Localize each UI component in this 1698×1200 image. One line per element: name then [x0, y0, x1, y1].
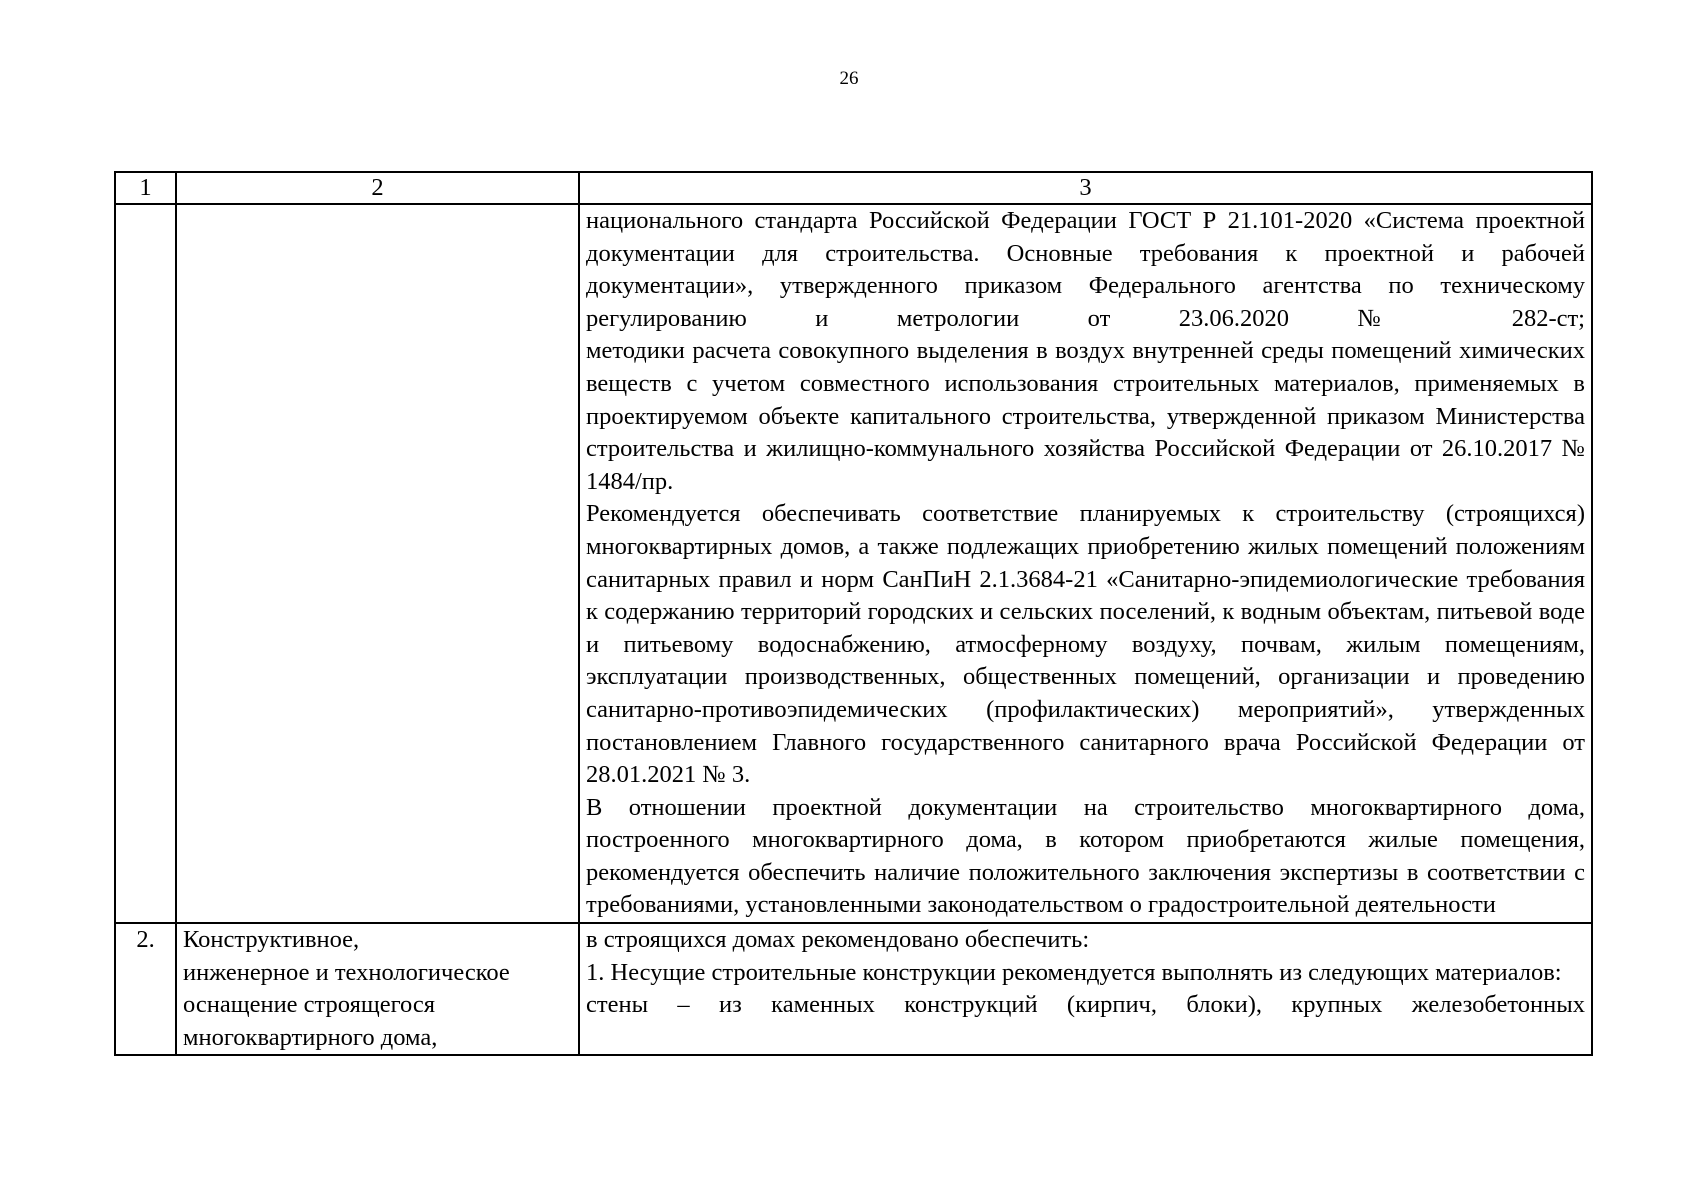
- row-title-line: многоквартирного дома,: [183, 1023, 438, 1051]
- table-header-row: [115, 172, 1592, 204]
- page-number: 26: [839, 68, 859, 89]
- row-number: [115, 204, 176, 923]
- row-title-line: оснащение строящегося: [183, 991, 436, 1019]
- row-content: [579, 204, 1592, 923]
- header-col-1: 1: [115, 172, 176, 204]
- row-title: [176, 923, 579, 1055]
- table-row: [115, 204, 1592, 923]
- row-title: [176, 204, 579, 923]
- document-table: [114, 171, 1593, 1056]
- content-paragraph: 1. Несущие строительные конструкции рекомендуется выполнять из следующих материалов:: [586, 958, 1562, 986]
- row-content: [579, 923, 1592, 1055]
- content-paragraph: стены – из каменных конструкций (кирпич, блоки), крупных железобетонных: [586, 991, 1585, 1019]
- row-title-line: инженерное и технологическое: [183, 958, 510, 986]
- content-paragraph: В отношении проектной документации на строительство многоквартирного дома, построенного многоквартирного дома, в котором приобретаются жилые помещения, рекомендуется обеспечить наличие положительного заключения экспертизы в соответствии с требованиями, установленными законодательством о градостроительной деятельности: [586, 793, 1585, 919]
- row-title-line: Конструктивное,: [183, 926, 360, 954]
- content-paragraph: Рекомендуется обеспечивать соответствие планируемых к строительству (строящихся) многоквартирных домов, а также подлежащих приобретению жилых помещений положениям санитарных правил и норм СанПиН 2.1.3684-21 «Санитарно-эпидемиологические требования к содержанию территорий городских и сельских поселений, к водным объектам, питьевой воде и питьевому водоснабжению, атмосферному воздуху, почвам, жилым помещениям, эксплуатации производственных, общественных помещений, организации и проведению санитарно-противоэпидемических (профилактических) мероприятий», утвержденных постановлением Главного государственного санитарного врача Российской Федерации от 28.01.2021 № 3.: [586, 500, 1585, 789]
- row-number: 2.: [115, 923, 176, 1055]
- content-paragraph: национального стандарта Российской Федерации ГОСТ Р 21.101-2020 «Система проектной документации для строительства. Основные требования к проектной и рабочей документации», утвержденного приказом Федерального агентства по техническому регулированию и метрологии от 23.06.2020 № 282-ст;: [586, 207, 1585, 332]
- content-paragraph: в строящихся домах рекомендовано обеспечить:: [586, 926, 1090, 954]
- header-col-3: 3: [579, 172, 1592, 204]
- table-row: [115, 923, 1592, 1055]
- header-col-2: 2: [176, 172, 579, 204]
- content-paragraph: методики расчета совокупного выделения в воздух внутренней среды помещений химических веществ с учетом совместного использования строительных материалов, применяемых в проектируемом объекте капитального строительства, утвержденной приказом Министерства строительства и жилищно-коммунального хозяйства Российской Федерации от 26.10.2017 № 1484/пр.: [586, 337, 1585, 495]
